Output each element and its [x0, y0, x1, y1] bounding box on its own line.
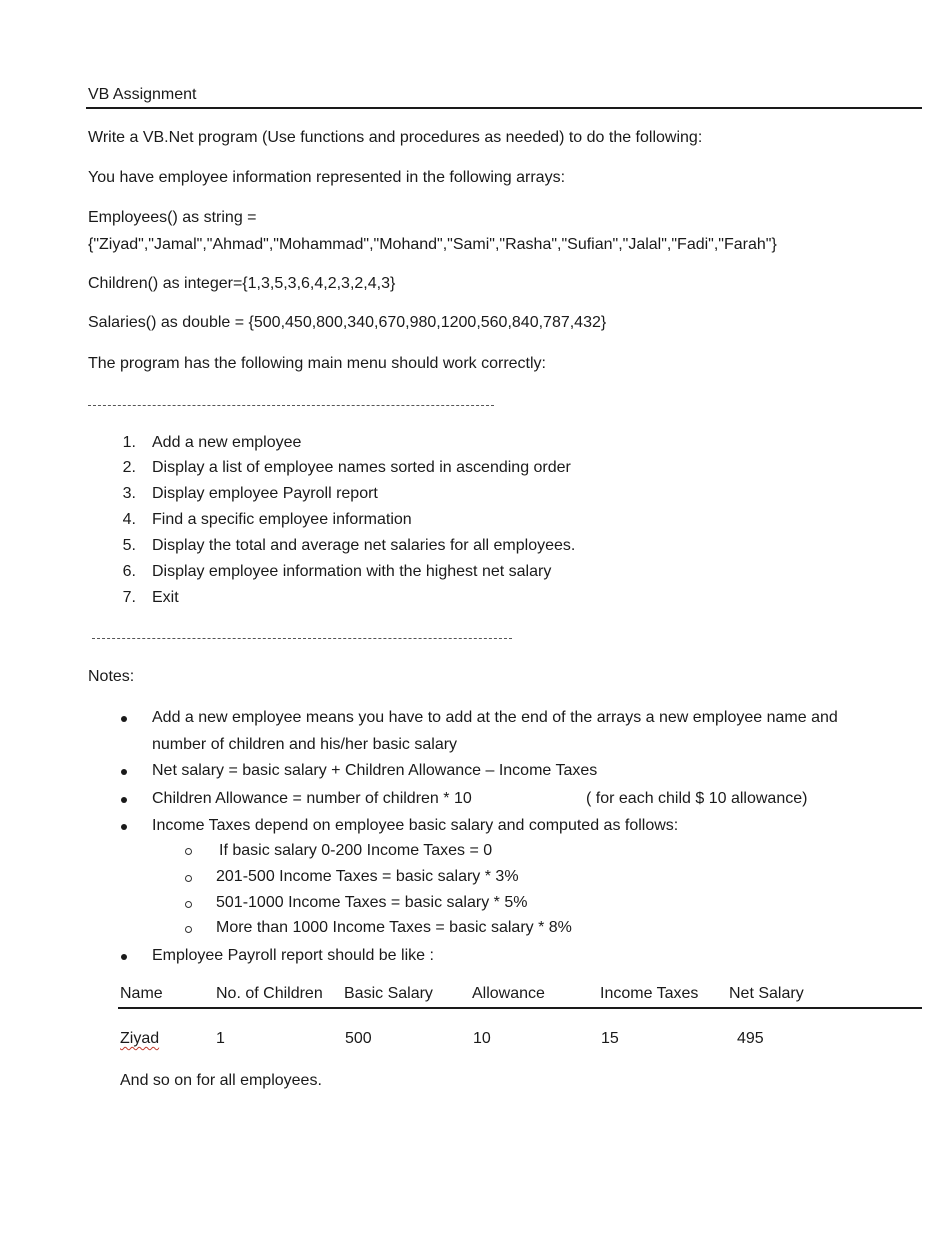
menu-item-label: Display employee information with the highest net salary — [152, 563, 552, 580]
menu-item-label: Exit — [152, 589, 179, 606]
document-title: VB Assignment — [88, 86, 197, 103]
salaries-declaration: Salaries() as double = {500,450,800,340,670,980,1200,560,840,787,432} — [88, 314, 607, 331]
menu-item-number: 4. — [122, 511, 136, 528]
column-header-income-taxes: Income Taxes — [600, 985, 699, 1002]
table-footer-note: And so on for all employees. — [120, 1072, 322, 1089]
bullet-icon — [121, 824, 127, 830]
menu-item-number: 6. — [122, 563, 136, 580]
bullet-icon — [121, 797, 127, 803]
note-payroll-report: Employee Payroll report should be like : — [152, 947, 434, 964]
circle-bullet-icon — [185, 926, 192, 933]
menu-item-label: Display the total and average net salaries for all employees. — [152, 537, 576, 554]
circle-bullet-icon — [185, 848, 192, 855]
tax-rule-4: More than 1000 Income Taxes = basic salary * 8% — [216, 919, 572, 936]
column-header-basic-salary: Basic Salary — [344, 985, 433, 1002]
menu-intro: The program has the following main menu should work correctly: — [88, 355, 546, 372]
bullet-icon — [121, 954, 127, 960]
cell-name: Ziyad — [120, 1030, 160, 1047]
column-header-name: Name — [120, 985, 163, 1002]
employees-values: {"Ziyad","Jamal","Ahmad","Mohammad","Mohand","Sami","Rasha","Sufian","Jalal","Fadi","Farah"} — [88, 236, 777, 253]
circle-bullet-icon — [185, 875, 192, 882]
note-children-allowance-detail: ( for each child $ 10 allowance) — [586, 790, 808, 807]
employees-declaration: Employees() as string = — [88, 209, 257, 226]
cell-income-taxes: 15 — [601, 1030, 619, 1047]
note-children-allowance: Children Allowance = number of children * 10 — [152, 790, 472, 807]
menu-item-number: 5. — [122, 537, 136, 554]
cell-children: 1 — [216, 1030, 225, 1047]
column-header-allowance: Allowance — [472, 985, 545, 1002]
menu-item-number: 3. — [122, 485, 136, 502]
tax-rule-3: 501-1000 Income Taxes = basic salary * 5% — [216, 894, 528, 911]
column-header-net-salary: Net Salary — [729, 985, 804, 1002]
menu-item-label: Add a new employee — [152, 434, 302, 451]
table-header-rule — [118, 1007, 922, 1009]
menu-item-number: 7. — [122, 589, 136, 606]
column-header-children: No. of Children — [216, 985, 323, 1002]
notes-heading: Notes: — [88, 668, 135, 685]
header-rule — [86, 107, 922, 109]
menu-item-label: Display employee Payroll report — [152, 485, 378, 502]
note-add-employee-line1: Add a new employee means you have to add at the end of the arrays a new employee name and — [152, 709, 838, 726]
dashed-separator-bottom — [92, 638, 512, 639]
tax-rule-1: If basic salary 0-200 Income Taxes = 0 — [219, 842, 493, 859]
intro-paragraph-1: Write a VB.Net program (Use functions and procedures as needed) to do the following: — [88, 129, 703, 146]
note-add-employee-line2: number of children and his/her basic salary — [152, 736, 458, 753]
note-income-taxes: Income Taxes depend on employee basic salary and computed as follows: — [152, 817, 679, 834]
tax-rule-2: 201-500 Income Taxes = basic salary * 3% — [216, 868, 519, 885]
children-declaration: Children() as integer={1,3,5,3,6,4,2,3,2,4,3} — [88, 275, 396, 292]
dashed-separator-top — [88, 405, 494, 406]
cell-basic-salary: 500 — [345, 1030, 372, 1047]
intro-paragraph-2: You have employee information represented in the following arrays: — [88, 169, 566, 186]
menu-item-label: Find a specific employee information — [152, 511, 412, 528]
menu-item-number: 2. — [122, 459, 136, 476]
bullet-icon — [121, 769, 127, 775]
circle-bullet-icon — [185, 901, 192, 908]
menu-item-label: Display a list of employee names sorted in ascending order — [152, 459, 571, 476]
menu-item-number: 1. — [122, 434, 136, 451]
bullet-icon — [121, 716, 127, 722]
cell-allowance: 10 — [473, 1030, 491, 1047]
cell-net-salary: 495 — [737, 1030, 764, 1047]
note-net-salary: Net salary = basic salary + Children Allowance – Income Taxes — [152, 762, 598, 779]
